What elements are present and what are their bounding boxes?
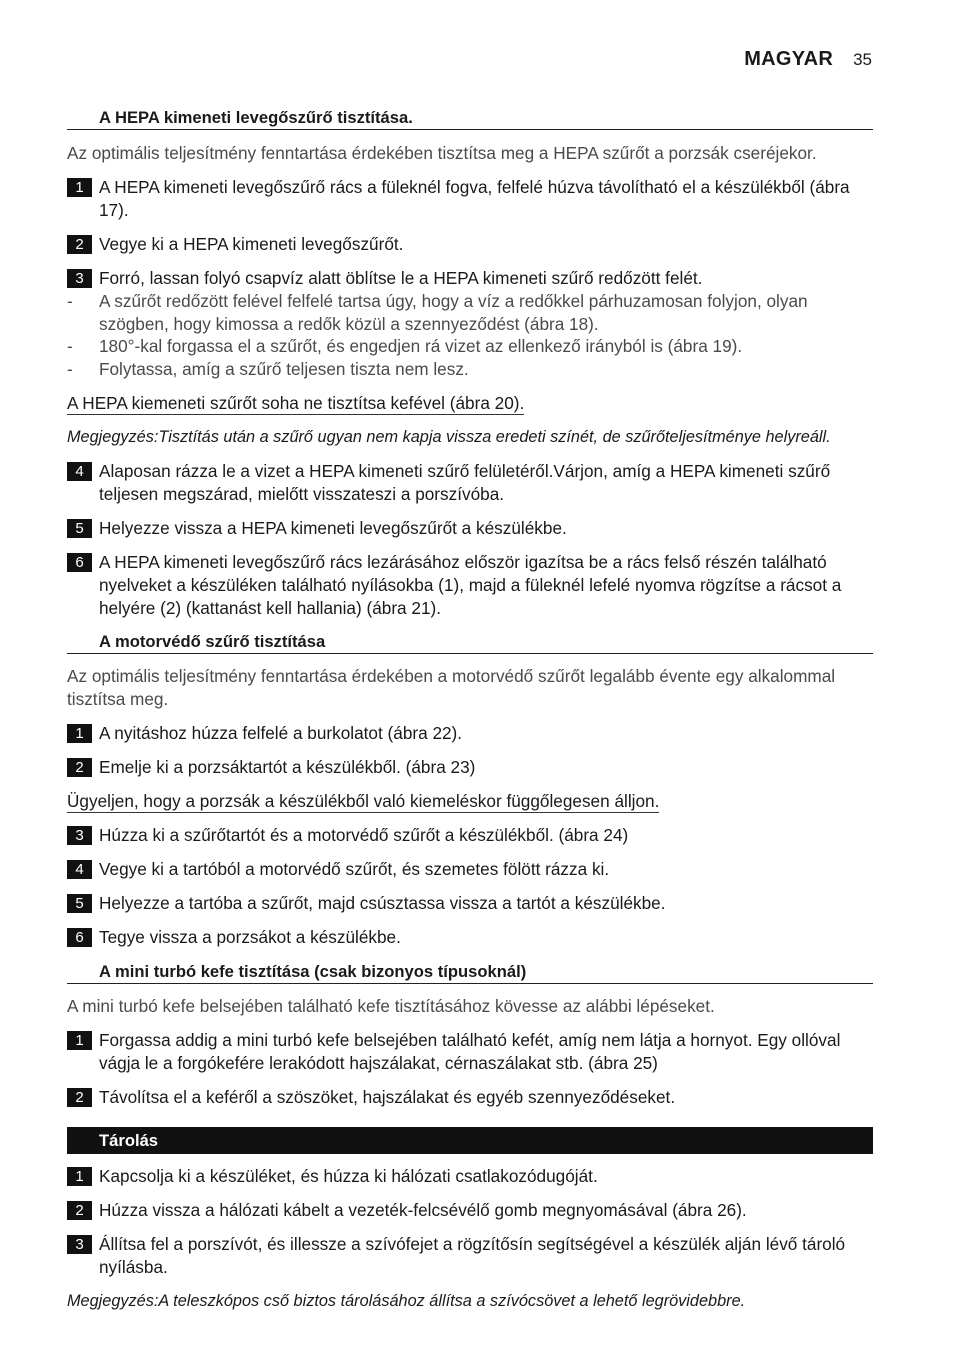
turbo-step-2: [67, 1086, 873, 1109]
step-text: Vegye ki a tartóból a motorvédő szűrőt, és szemetes fölött rázza ki.: [99, 859, 610, 879]
step-number: 6: [67, 928, 92, 947]
step-number: 6: [67, 553, 92, 572]
step-text: A HEPA kimeneti levegőszűrő rács a füleknél fogva, felfelé húzva távolítható el a készülékből (ábra 17).: [99, 177, 850, 220]
hepa-step-4: [67, 460, 873, 506]
step-number: 4: [67, 860, 92, 879]
step-number: 2: [67, 1088, 92, 1107]
warning-text: Ügyeljen, hogy a porzsák a készülékből való kiemeléskor függőlegesen álljon.: [67, 791, 660, 811]
storage-step-3: [67, 1233, 873, 1279]
step-number: 3: [67, 269, 92, 288]
section-heading-motor: A motorvédő szűrő tisztítása: [67, 631, 873, 654]
storage-step-1: [67, 1165, 873, 1188]
motor-step-5: [67, 892, 873, 915]
step-text: A HEPA kimeneti levegőszűrő rács lezárásához először igazítsa be a rács felső részén található nyelveket a készüléken található nyílásokba (1), majd a füleknél lefelé nyomva rögzítse a rácsot a helyére (2) (kattanást kell hallania) (ábra 21).: [99, 552, 842, 618]
turbo-step-1: [67, 1029, 873, 1075]
hepa-note: Megjegyzés:Tisztítás után a szűrő ugyan nem kapja vissza eredeti színét, de szűrőteljesítménye helyreáll.: [67, 428, 831, 446]
step-number: 2: [67, 758, 92, 777]
step-text: Alaposan rázza le a vizet a HEPA kimeneti szűrő felületéről.Várjon, amíg a HEPA kimeneti szűrő teljesen megszárad, mielőtt visszateszi a porszívóba.: [99, 461, 831, 504]
step-text: Vegye ki a HEPA kimeneti levegőszűrőt.: [99, 234, 404, 254]
motor-step-6: [67, 926, 873, 949]
bullet-text: A szűrőt redőzött felével felfelé tartsa úgy, hogy a víz a redőkkel párhuzamosan folyjon, olyan szögben, hogy kimossa a redők közül a szennyeződést (ábra 18).: [99, 291, 808, 334]
step-text: Forró, lassan folyó csapvíz alatt öblítse le a HEPA kimeneti szűrő redőzött felét.: [99, 268, 703, 288]
step-number: 2: [67, 1201, 92, 1220]
motor-step-2: [67, 756, 873, 779]
section-heading-turbo: A mini turbó kefe tisztítása (csak bizonyos típusoknál): [67, 961, 873, 984]
step-number: 5: [67, 894, 92, 913]
step-text: Helyezze a tartóba a szűrőt, majd csúsztassa vissza a tartót a készülékbe.: [99, 893, 666, 913]
step-text: Húzza vissza a hálózati kábelt a vezeték-felcsévélő gomb megnyomásával (ábra 26).: [99, 1200, 747, 1220]
hepa-step-6: [67, 551, 873, 619]
hepa-bullet-2: - 180°-kal forgassa el a szűrőt, és engedjen rá vizet az ellenkező irányból is (ábra 19).: [67, 336, 743, 356]
page-number: 35: [853, 50, 872, 69]
step-text: Forgassa addig a mini turbó kefe belsejében található kefét, amíg nem látja a hornyot. Egy ollóval vágja le a forgókefére lerakódott hajszálakat, cérnaszálakat stb. (ábra 25): [99, 1030, 841, 1073]
storage-note: Megjegyzés:A teleszkópos cső biztos tárolásához állítsa a szívócsövet a lehető legrövidebbre.: [67, 1292, 746, 1310]
step-text: Távolítsa el a keféről a szöszöket, hajszálakat és egyéb szennyeződéseket.: [99, 1087, 676, 1107]
section-heading-hepa: A HEPA kimeneti levegőszűrő tisztítása.: [67, 107, 873, 130]
step-number: 3: [67, 1235, 92, 1254]
step-number: 1: [67, 1167, 92, 1186]
step-number: 4: [67, 462, 92, 481]
bullet-text: 180°-kal forgassa el a szűrőt, és engedjen rá vizet az ellenkező irányból is (ábra 19).: [99, 336, 743, 356]
step-number: 1: [67, 724, 92, 743]
warning-text: A HEPA kiemeneti szűrőt soha ne tisztítsa kefével (ábra 20).: [67, 393, 525, 413]
step-number: 5: [67, 519, 92, 538]
step-text: Húzza ki a szűrőtartót és a motorvédő szűrőt a készülékből. (ábra 24): [99, 825, 629, 845]
step-number: 1: [67, 1031, 92, 1050]
hepa-intro: Az optimális teljesítmény fenntartása érdekében tisztítsa meg a HEPA szűrőt a porzsák cseréjekor.: [67, 143, 817, 163]
page-header: [744, 48, 872, 72]
step-text: A nyitáshoz húzza felfelé a burkolatot (ábra 22).: [99, 723, 463, 743]
hepa-step-5: [67, 517, 873, 540]
storage-step-2: [67, 1199, 873, 1222]
motor-step-1: [67, 722, 873, 745]
step-text: Tegye vissza a porzsákot a készülékbe.: [99, 927, 401, 947]
section-heading-storage: Tárolás: [67, 1127, 873, 1154]
motor-step-3: [67, 824, 873, 847]
hepa-step-2: [67, 233, 873, 256]
bullet-text: Folytassa, amíg a szűrő teljesen tiszta nem lesz.: [99, 359, 469, 379]
motor-intro: Az optimális teljesítmény fenntartása érdekében a motorvédő szűrőt legalább évente egy alkalommal tisztítsa meg.: [67, 666, 836, 709]
turbo-intro: A mini turbó kefe belsejében található kefe tisztításához kövesse az alábbi lépéseket.: [67, 996, 715, 1016]
hepa-warning: [67, 392, 524, 415]
hepa-bullet-1: - A szűrőt redőzött felével felfelé tartsa úgy, hogy a víz a redőkkel párhuzamosan folyjon, olyan szögben, hogy kimossa a redők közül a szennyeződést (ábra 18).: [67, 291, 808, 334]
motor-step-4: [67, 858, 873, 881]
motor-warning: [67, 790, 659, 813]
step-number: 1: [67, 178, 92, 197]
step-text: Emelje ki a porzsáktartót a készülékből. (ábra 23): [99, 757, 476, 777]
step-number: 3: [67, 826, 92, 845]
language-label: MAGYAR: [744, 48, 834, 70]
step-text: Állítsa fel a porszívót, és illessze a szívófejet a rögzítősín segítségével a készülék alján lévő tároló nyílásba.: [99, 1234, 846, 1277]
hepa-step-1: [67, 176, 873, 222]
step-text: Helyezze vissza a HEPA kimeneti levegőszűrőt a készülékbe.: [99, 518, 567, 538]
hepa-bullet-3: - Folytassa, amíg a szűrő teljesen tiszta nem lesz.: [67, 359, 469, 379]
step-number: 2: [67, 235, 92, 254]
hepa-step-3: [67, 267, 873, 290]
step-text: Kapcsolja ki a készüléket, és húzza ki hálózati csatlakozódugóját.: [99, 1166, 598, 1186]
